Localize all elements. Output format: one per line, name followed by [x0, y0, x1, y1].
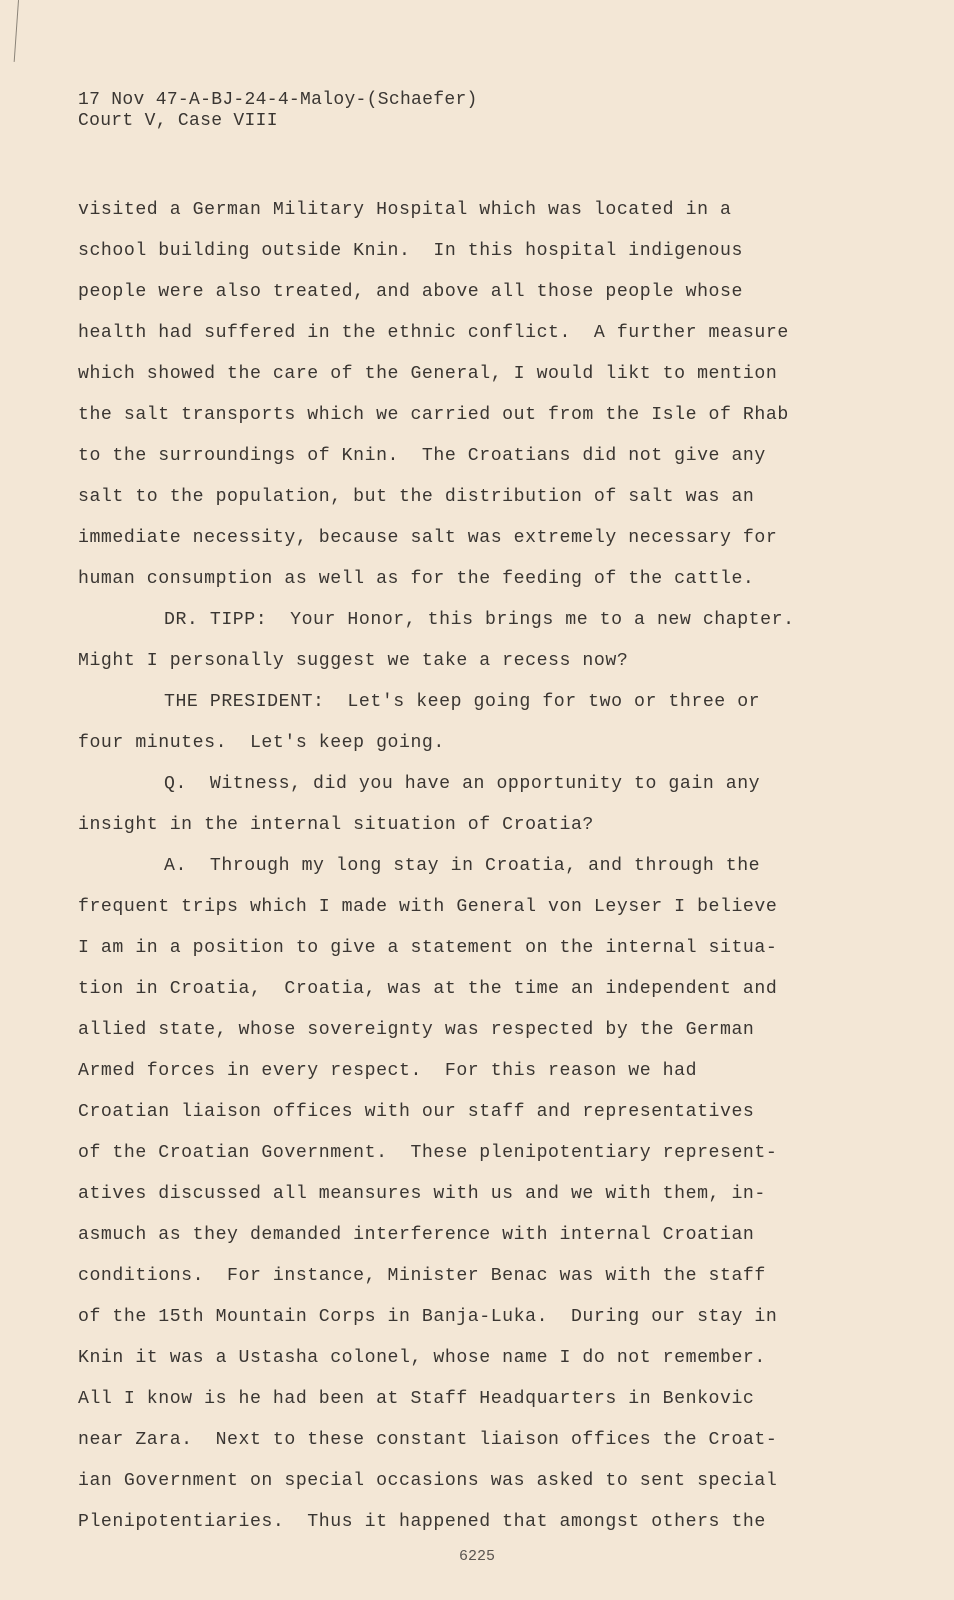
transcript-line: salt to the population, but the distribution of salt was an	[78, 487, 755, 507]
transcript-line: of the Croatian Government. These plenipotentiary represent-	[78, 1143, 778, 1163]
transcript-line: school building outside Knin. In this hospital indigenous	[78, 241, 743, 261]
transcript-line: human consumption as well as for the feeding of the cattle.	[78, 569, 755, 589]
transcript-line: Knin it was a Ustasha colonel, whose name I do not remember.	[78, 1348, 766, 1368]
document-header	[78, 90, 478, 132]
transcript-line: A. Through my long stay in Croatia, and through the	[164, 856, 761, 876]
transcript-line: DR. TIPP: Your Honor, this brings me to a new chapter.	[164, 610, 795, 630]
transcript-line: of the 15th Mountain Corps in Banja-Luka. During our stay in	[78, 1307, 778, 1327]
transcript-line: Q. Witness, did you have an opportunity to gain any	[164, 774, 761, 794]
transcript-line: asmuch as they demanded interference with internal Croatian	[78, 1225, 755, 1245]
transcript-line: All I know is he had been at Staff Headquarters in Benkovic	[78, 1389, 755, 1409]
transcript-line: THE PRESIDENT: Let's keep going for two or three or	[164, 692, 761, 712]
transcript-line: tion in Croatia, Croatia, was at the time an independent and	[78, 979, 778, 999]
transcript-line: allied state, whose sovereignty was respected by the German	[78, 1020, 755, 1040]
transcript-line: Might I personally suggest we take a recess now?	[78, 651, 629, 671]
transcript-line: health had suffered in the ethnic conflict. A further measure	[78, 323, 789, 343]
transcript-line: I am in a position to give a statement on the internal situa-	[78, 938, 778, 958]
page-number: 6225	[458, 1548, 495, 1565]
transcript-line: visited a German Military Hospital which was located in a	[78, 200, 732, 220]
transcript-line: atives discussed all meansures with us and we with them, in-	[78, 1184, 766, 1204]
transcript-line: which showed the care of the General, I would likt to mention	[78, 364, 778, 384]
transcript-line: Armed forces in every respect. For this reason we had	[78, 1061, 698, 1081]
transcript-line: immediate necessity, because salt was extremely necessary for	[78, 528, 778, 548]
transcript-line: frequent trips which I made with General von Leyser I believe	[78, 897, 778, 917]
transcript-line: to the surroundings of Knin. The Croatians did not give any	[78, 446, 766, 466]
transcript-line: four minutes. Let's keep going.	[78, 733, 445, 753]
transcript-line: Croatian liaison offices with our staff and representatives	[78, 1102, 755, 1122]
header-court-case: Court V, Case VIII	[78, 111, 278, 131]
header-reference: 17 Nov 47-A-BJ-24-4-Maloy-(Schaefer)	[78, 90, 478, 110]
transcript-line: near Zara. Next to these constant liaison offices the Croat-	[78, 1430, 778, 1450]
transcript-line: insight in the internal situation of Croatia?	[78, 815, 594, 835]
transcript-line: the salt transports which we carried out from the Isle of Rhab	[78, 405, 789, 425]
transcript-line: conditions. For instance, Minister Benac was with the staff	[78, 1266, 766, 1286]
transcript-line: Plenipotentiaries. Thus it happened that amongst others the	[78, 1512, 766, 1532]
page-edge-mark	[14, 0, 19, 62]
transcript-body	[78, 190, 868, 1543]
transcript-line: people were also treated, and above all those people whose	[78, 282, 743, 302]
transcript-line: ian Government on special occasions was asked to sent special	[78, 1471, 778, 1491]
